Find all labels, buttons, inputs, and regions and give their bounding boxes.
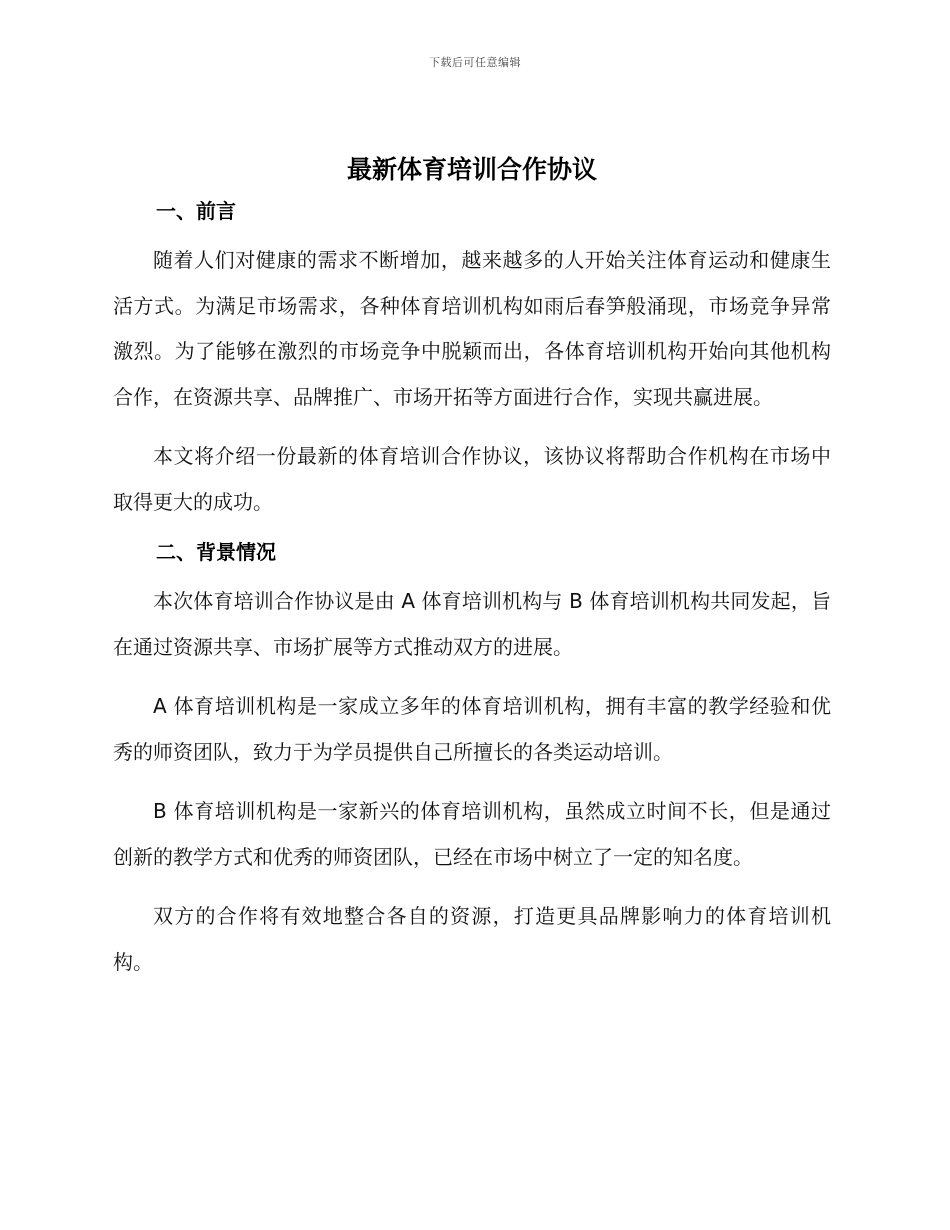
section-heading-preface: 一、前言 [156,199,236,223]
paragraph: 随着人们对健康的需求不断增加，越来越多的人开始关注体育运动和健康生活方式。为满足市场需求，各种体育培训机构如雨后春笋般涌现，市场竞争异常激烈。为了能够在激烈的市场竞争中脱颖而出，各体育培训机构开始向其他机构合作，在资源共享、品牌推广、市场开拓等方面进行合作，实现共赢进展。 [113,248,831,409]
page-header-note: 下载后可任意编辑 [429,56,521,69]
paragraph: 本文将介绍一份最新的体育培训合作协议，该协议将帮助合作机构在市场中取得更大的成功。 [113,444,831,514]
paragraph: B 体育培训机构是一家新兴的体育培训机构，虽然成立时间不长，但是通过创新的教学方式和优秀的师资团队，已经在市场中树立了一定的知名度。 [113,799,831,869]
paragraph: 双方的合作将有效地整合各自的资源，打造更具品牌影响力的体育培训机构。 [113,904,831,974]
document-body [113,150,831,985]
document-title: 最新体育培训合作协议 [346,155,597,184]
paragraph: A 体育培训机构是一家成立多年的体育培训机构，拥有丰富的教学经验和优秀的师资团队，致力于为学员提供自己所擅长的各类运动培训。 [113,694,831,764]
section-heading-background: 二、背景情况 [156,540,276,564]
paragraph: 本次体育培训合作协议是由 A 体育培训机构与 B 体育培训机构共同发起，旨在通过资源共享、市场扩展等方式推动双方的进展。 [113,589,831,659]
